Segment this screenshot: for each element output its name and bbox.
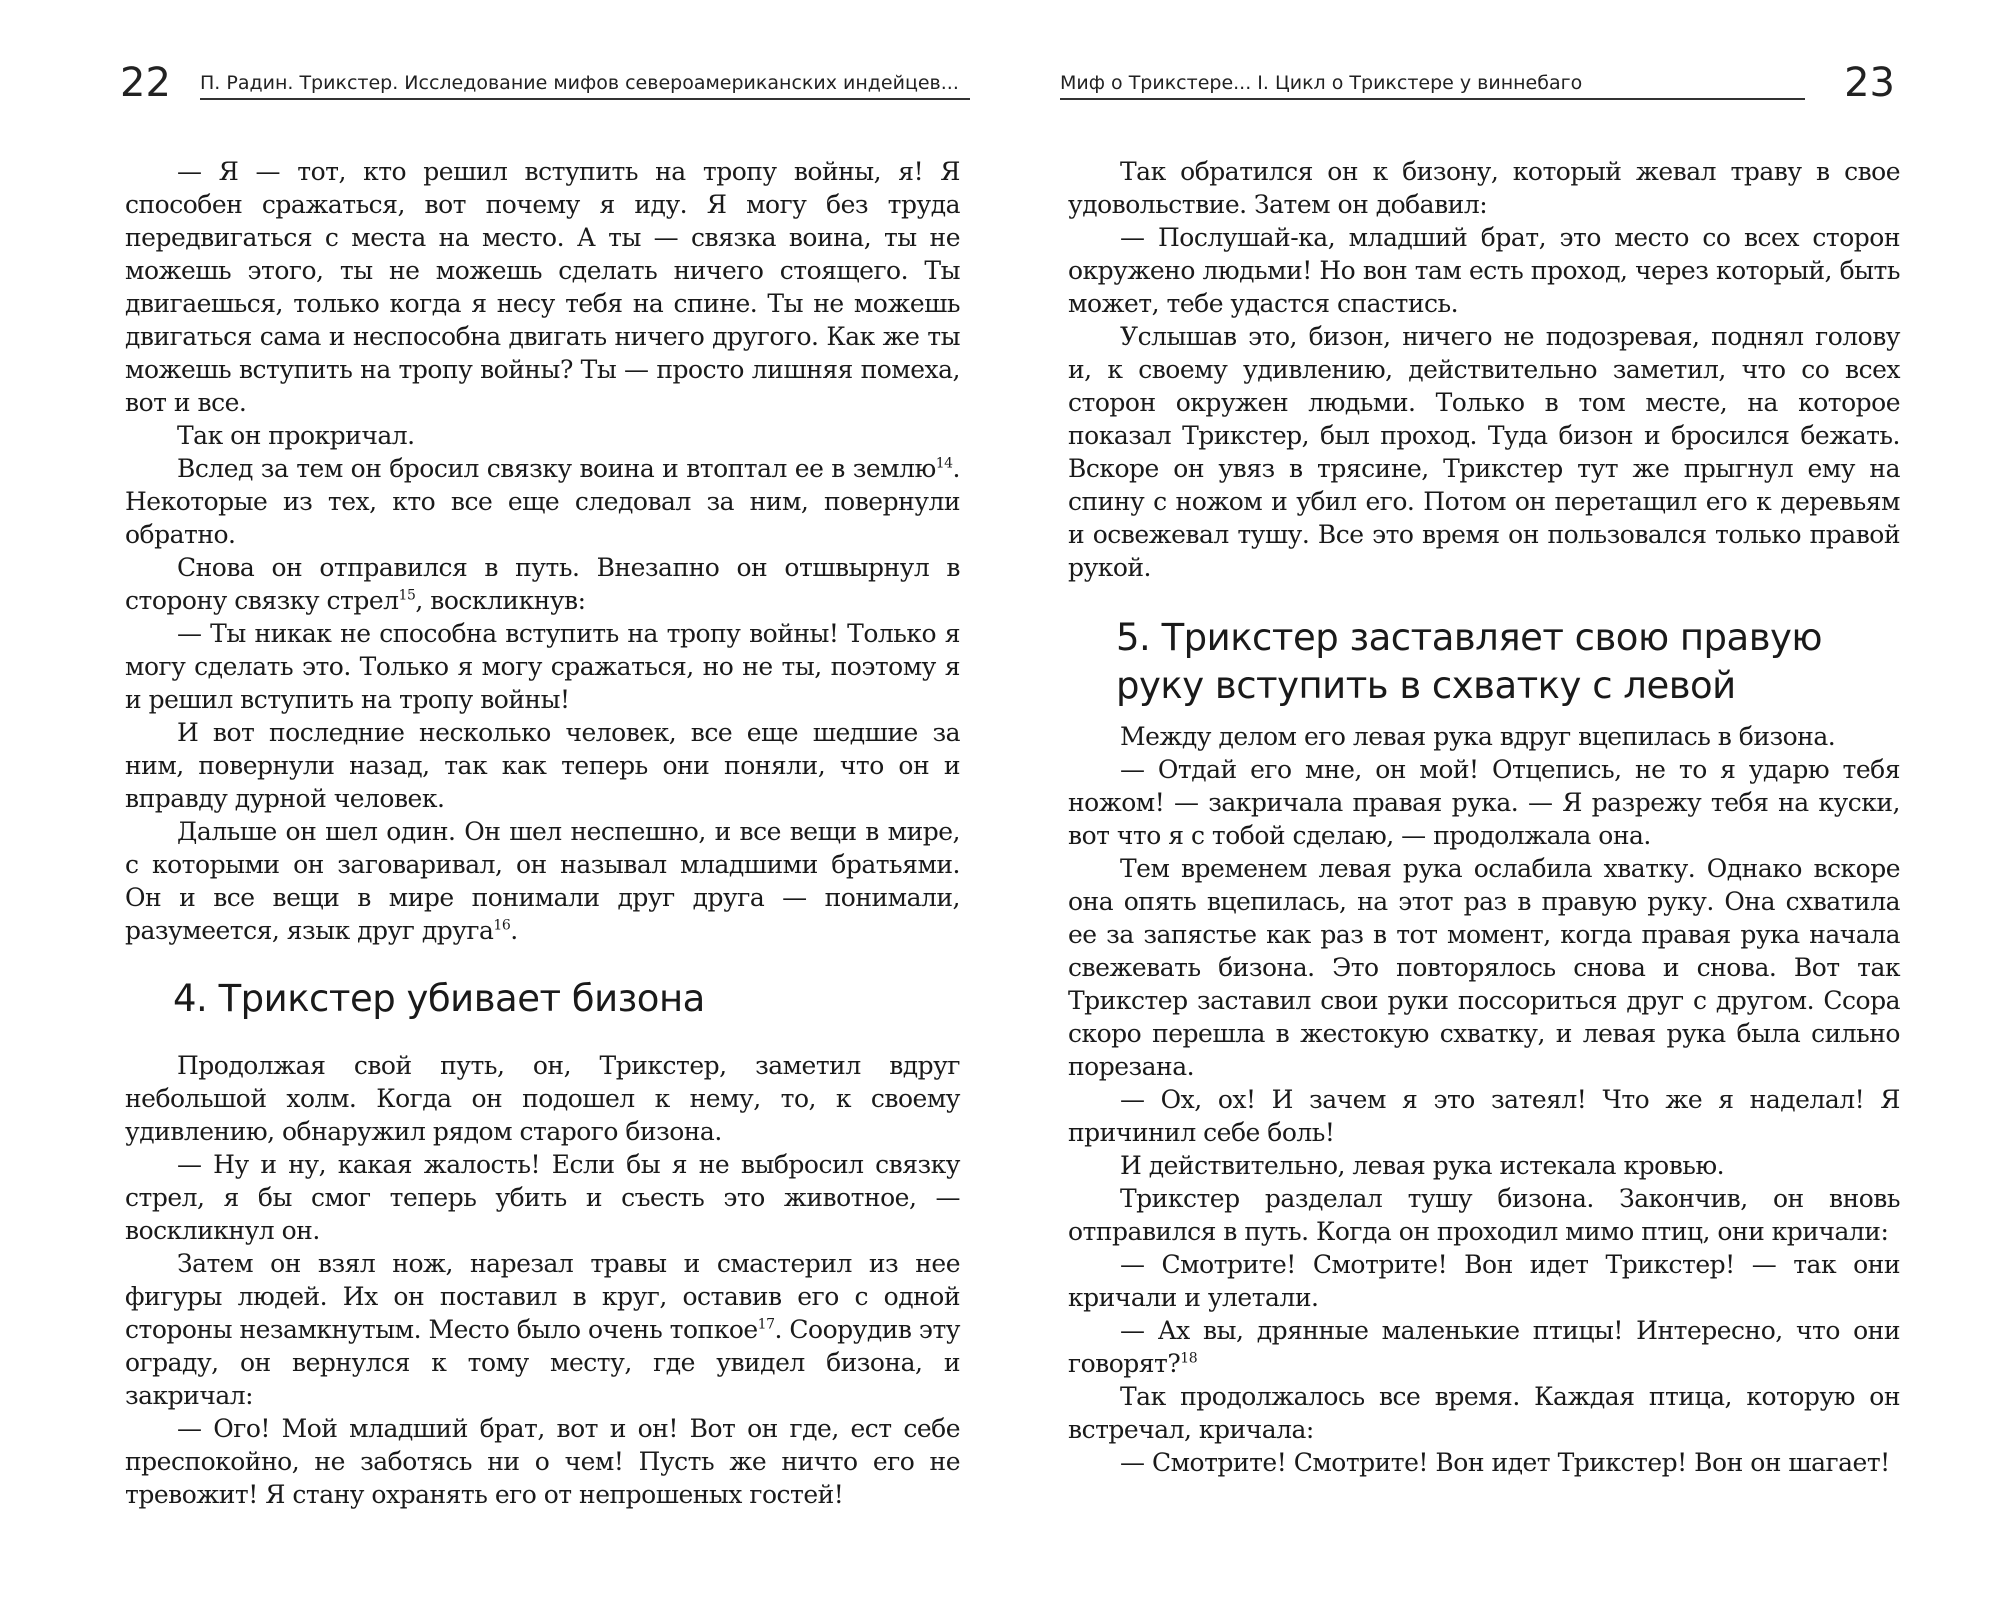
running-title: Миф о Трикстере... I. Цикл о Трикстере у виннебаго: [1060, 70, 1805, 100]
footnote-ref: 18: [1180, 1350, 1198, 1367]
left-page-body: [125, 155, 960, 1511]
paragraph: Так обратился он к бизону, который жевал траву в свое удовольствие. Затем он добавил:: [1068, 157, 1900, 219]
paragraph: — Послушай-ка, младший брат, это место со всех сторон окружено людьми! Но вон там есть проход, через который, быть может, тебе удастся спастись.: [1068, 223, 1900, 318]
footnote-ref: 17: [757, 1316, 775, 1333]
paragraph: — Ого! Мой младший брат, вот и он! Вот он где, ест себе преспокойно, не заботясь ни о чем! Пусть же ничто его не тревожит! Я стану охранять его от непрошеных гостей!: [125, 1414, 960, 1509]
paragraph: Снова он отправился в путь. Внезапно он отшвырнул в сторону связку стрел$^{15}$, воскликнув:: [125, 553, 960, 615]
paragraph: Тем временем левая рука ослабила хватку. Однако вскоре она опять вцепилась, на этот раз в правую руку. Она схватила ее за запястье как раз в тот момент, когда правая рука начала свежевать бизона. Это повторялось снова и снова. Вот так Трикстер заставил свои руки поссориться друг с другом. Ссора скоро перешла в жестокую схватку, и левая рука была сильно порезана.: [1068, 854, 1900, 1081]
paragraph: — Смотрите! Смотрите! Вон идет Трикстер! — так они кричали и улетали.: [1068, 1250, 1900, 1312]
page-number: 23: [1844, 60, 1895, 106]
section-heading: [1116, 614, 1900, 710]
paragraph: — Ах вы, дрянные маленькие птицы! Интересно, что они говорят?$^{18}$: [1068, 1316, 1900, 1378]
left-page-header: [120, 58, 970, 108]
page-number: 22: [120, 60, 171, 106]
paragraph: И вот последние несколько человек, все еще шедшие за ним, повернули назад, так как теперь они поняли, что он и вправду дурной человек.: [125, 718, 960, 813]
right-page-header: [1060, 58, 1895, 108]
paragraph: — Ну и ну, какая жалость! Если бы я не выбросил связку стрел, я бы смог теперь убить и съесть это животное, — воскликнул он.: [125, 1150, 960, 1245]
paragraph: Трикстер разделал тушу бизона. Закончив, он вновь отправился в путь. Когда он проходил мимо птиц, они кричали:: [1068, 1184, 1900, 1246]
paragraph: Так продолжалось все время. Каждая птица, которую он встречал, кричала:: [1068, 1382, 1900, 1444]
footnote-ref: 16: [493, 917, 511, 934]
paragraph: Дальше он шел один. Он шел неспешно, и все вещи в мире, с которыми он заговаривал, он называл младшими братьями. Он и все вещи в мире понимали друг друга — понимали, разумеется, язык друг друга$^{16}$.: [125, 817, 960, 945]
paragraph: Услышав это, бизон, ничего не подозревая, поднял голову и, к своему удивлению, действительно заметил, что со всех сторон окружен людьми. Только в том месте, на которое показал Трикстер, был проход. Туда бизон и бросился бежать. Вскоре он увяз в трясине, Трикстер тут же прыгнул ему на спину с ножом и убил его. Потом он перетащил его к деревьям и освежевал тушу. Все это время он пользовался только правой рукой.: [1068, 322, 1900, 582]
paragraph: Затем он взял нож, нарезал травы и смастерил из нее фигуры людей. Их он поставил в круг, оставив его с одной стороны незамкнутым. Место было очень топкое$^{17}$. Соорудив эту ограду, он вернулся к тому месту, где увидел бизона, и закричал:: [125, 1249, 960, 1410]
paragraph: — Смотрите! Смотрите! Вон идет Трикстер! Вон он шагает!: [1120, 1448, 1890, 1477]
paragraph: И действительно, левая рука истекала кровью.: [1120, 1151, 1725, 1180]
paragraph: Так он прокричал.: [177, 421, 415, 450]
running-title: П. Радин. Трикстер. Исследование мифов североамериканских индейцев...: [200, 70, 970, 100]
right-page: [1000, 0, 2000, 1597]
footnote-ref: 15: [398, 587, 416, 604]
right-page-body: [1068, 155, 1900, 1479]
section-heading-line: руку вступить в схватку с левой: [1116, 664, 1736, 707]
paragraph: — Ох, ох! И зачем я это затеял! Что же я наделал! Я причинил себе боль!: [1068, 1085, 1900, 1147]
paragraph: Продолжая свой путь, он, Трикстер, заметил вдруг небольшой холм. Когда он подошел к нему, то, к своему удивлению, обнаружил рядом старого бизона.: [125, 1051, 960, 1146]
paragraph: Между делом его левая рука вдруг вцепилась в бизона.: [1120, 722, 1836, 751]
paragraph: — Ты никак не способна вступить на тропу войны! Только я могу сделать это. Только я могу сражаться, но не ты, поэтому я и решил вступить на тропу войны!: [125, 619, 960, 714]
section-heading-line: 5. Трикстер заставляет свою правую: [1116, 616, 1823, 659]
paragraph: — Я — тот, кто решил вступить на тропу войны, я! Я способен сражаться, вот почему я иду. Я могу без труда передвигаться с места на место. А ты — связка воина, ты не можешь этого, ты не можешь сделать ничего стоящего. Ты двигаешься, только когда я несу тебя на спине. Ты не можешь двигаться сама и неспособна двигать ничего другого. Как же ты можешь вступить на тропу войны? Ты — просто лишняя помеха, вот и все.: [125, 157, 960, 417]
paragraph: Вслед за тем он бросил связку воина и втоптал ее в землю$^{14}$. Некоторые из тех, кто все еще следовал за ним, повернули обратно.: [125, 454, 960, 549]
footnote-ref: 14: [935, 455, 953, 472]
section-heading: 4. Трикстер убивает бизона: [173, 977, 705, 1020]
paragraph: — Отдай его мне, он мой! Отцепись, не то я ударю тебя ножом! — закричала правая рука. — Я разрежу тебя на куски, вот что я с тобой сделаю, — продолжала она.: [1068, 755, 1900, 850]
